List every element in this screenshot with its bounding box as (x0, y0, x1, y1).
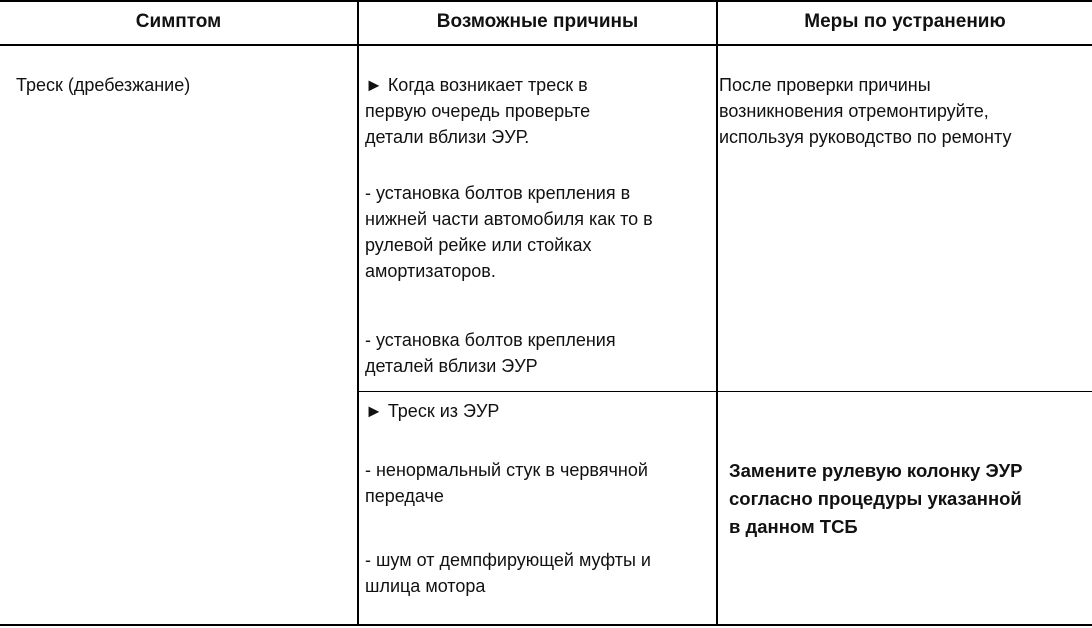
remedy-1 (719, 72, 1011, 150)
header-remedies: Меры по устранению (804, 11, 1006, 32)
text-line: амортизаторов. (365, 261, 496, 281)
text-line: используя руководство по ремонту (719, 127, 1012, 147)
text-line: первую очередь проверьте (365, 101, 591, 121)
cause-2b (365, 457, 648, 509)
cause-2c (365, 547, 651, 599)
cause-1c (365, 327, 616, 379)
text-line: После проверки причины (719, 75, 931, 95)
header-causes: Возможные причины (436, 11, 639, 32)
column-divider-2 (716, 0, 718, 626)
column-divider-1 (357, 0, 359, 626)
text-line: - шум от демпфирующей муфты и (365, 550, 651, 570)
row-separator (357, 391, 1092, 392)
text-line: возникновения отремонтируйте, (719, 101, 989, 121)
text-line: деталей вблизи ЭУР (365, 356, 538, 376)
symptom-line: Треск (дребезжание) (16, 75, 191, 95)
text-line: Замените рулевую колонку ЭУР (729, 460, 1023, 481)
table-bottom-border (0, 624, 1092, 626)
text-line: - установка болтов крепления (365, 330, 616, 350)
text-line: ► Когда возникает треск в (365, 75, 588, 95)
cause-1b (365, 180, 653, 284)
text-line: нижней части автомобиля как то в (365, 209, 653, 229)
remedy-2 (729, 457, 1022, 541)
cause-1a (365, 72, 590, 150)
text-line: ► Треск из ЭУР (365, 401, 500, 421)
text-line: рулевой рейке или стойках (365, 235, 592, 255)
text-line: - ненормальный стук в червячной (365, 460, 648, 480)
header-symptom: Симптом (135, 11, 222, 32)
text-line: в данном ТСБ (729, 516, 858, 537)
symptom-text (16, 72, 190, 98)
text-line: - установка болтов крепления в (365, 183, 631, 203)
text-line: детали вблизи ЭУР. (365, 127, 530, 147)
text-line: шлица мотора (365, 576, 486, 596)
cause-2a (365, 398, 499, 424)
text-line: согласно процедуры указанной (729, 488, 1022, 509)
header-bottom-border (0, 44, 1092, 46)
text-line: передаче (365, 486, 444, 506)
